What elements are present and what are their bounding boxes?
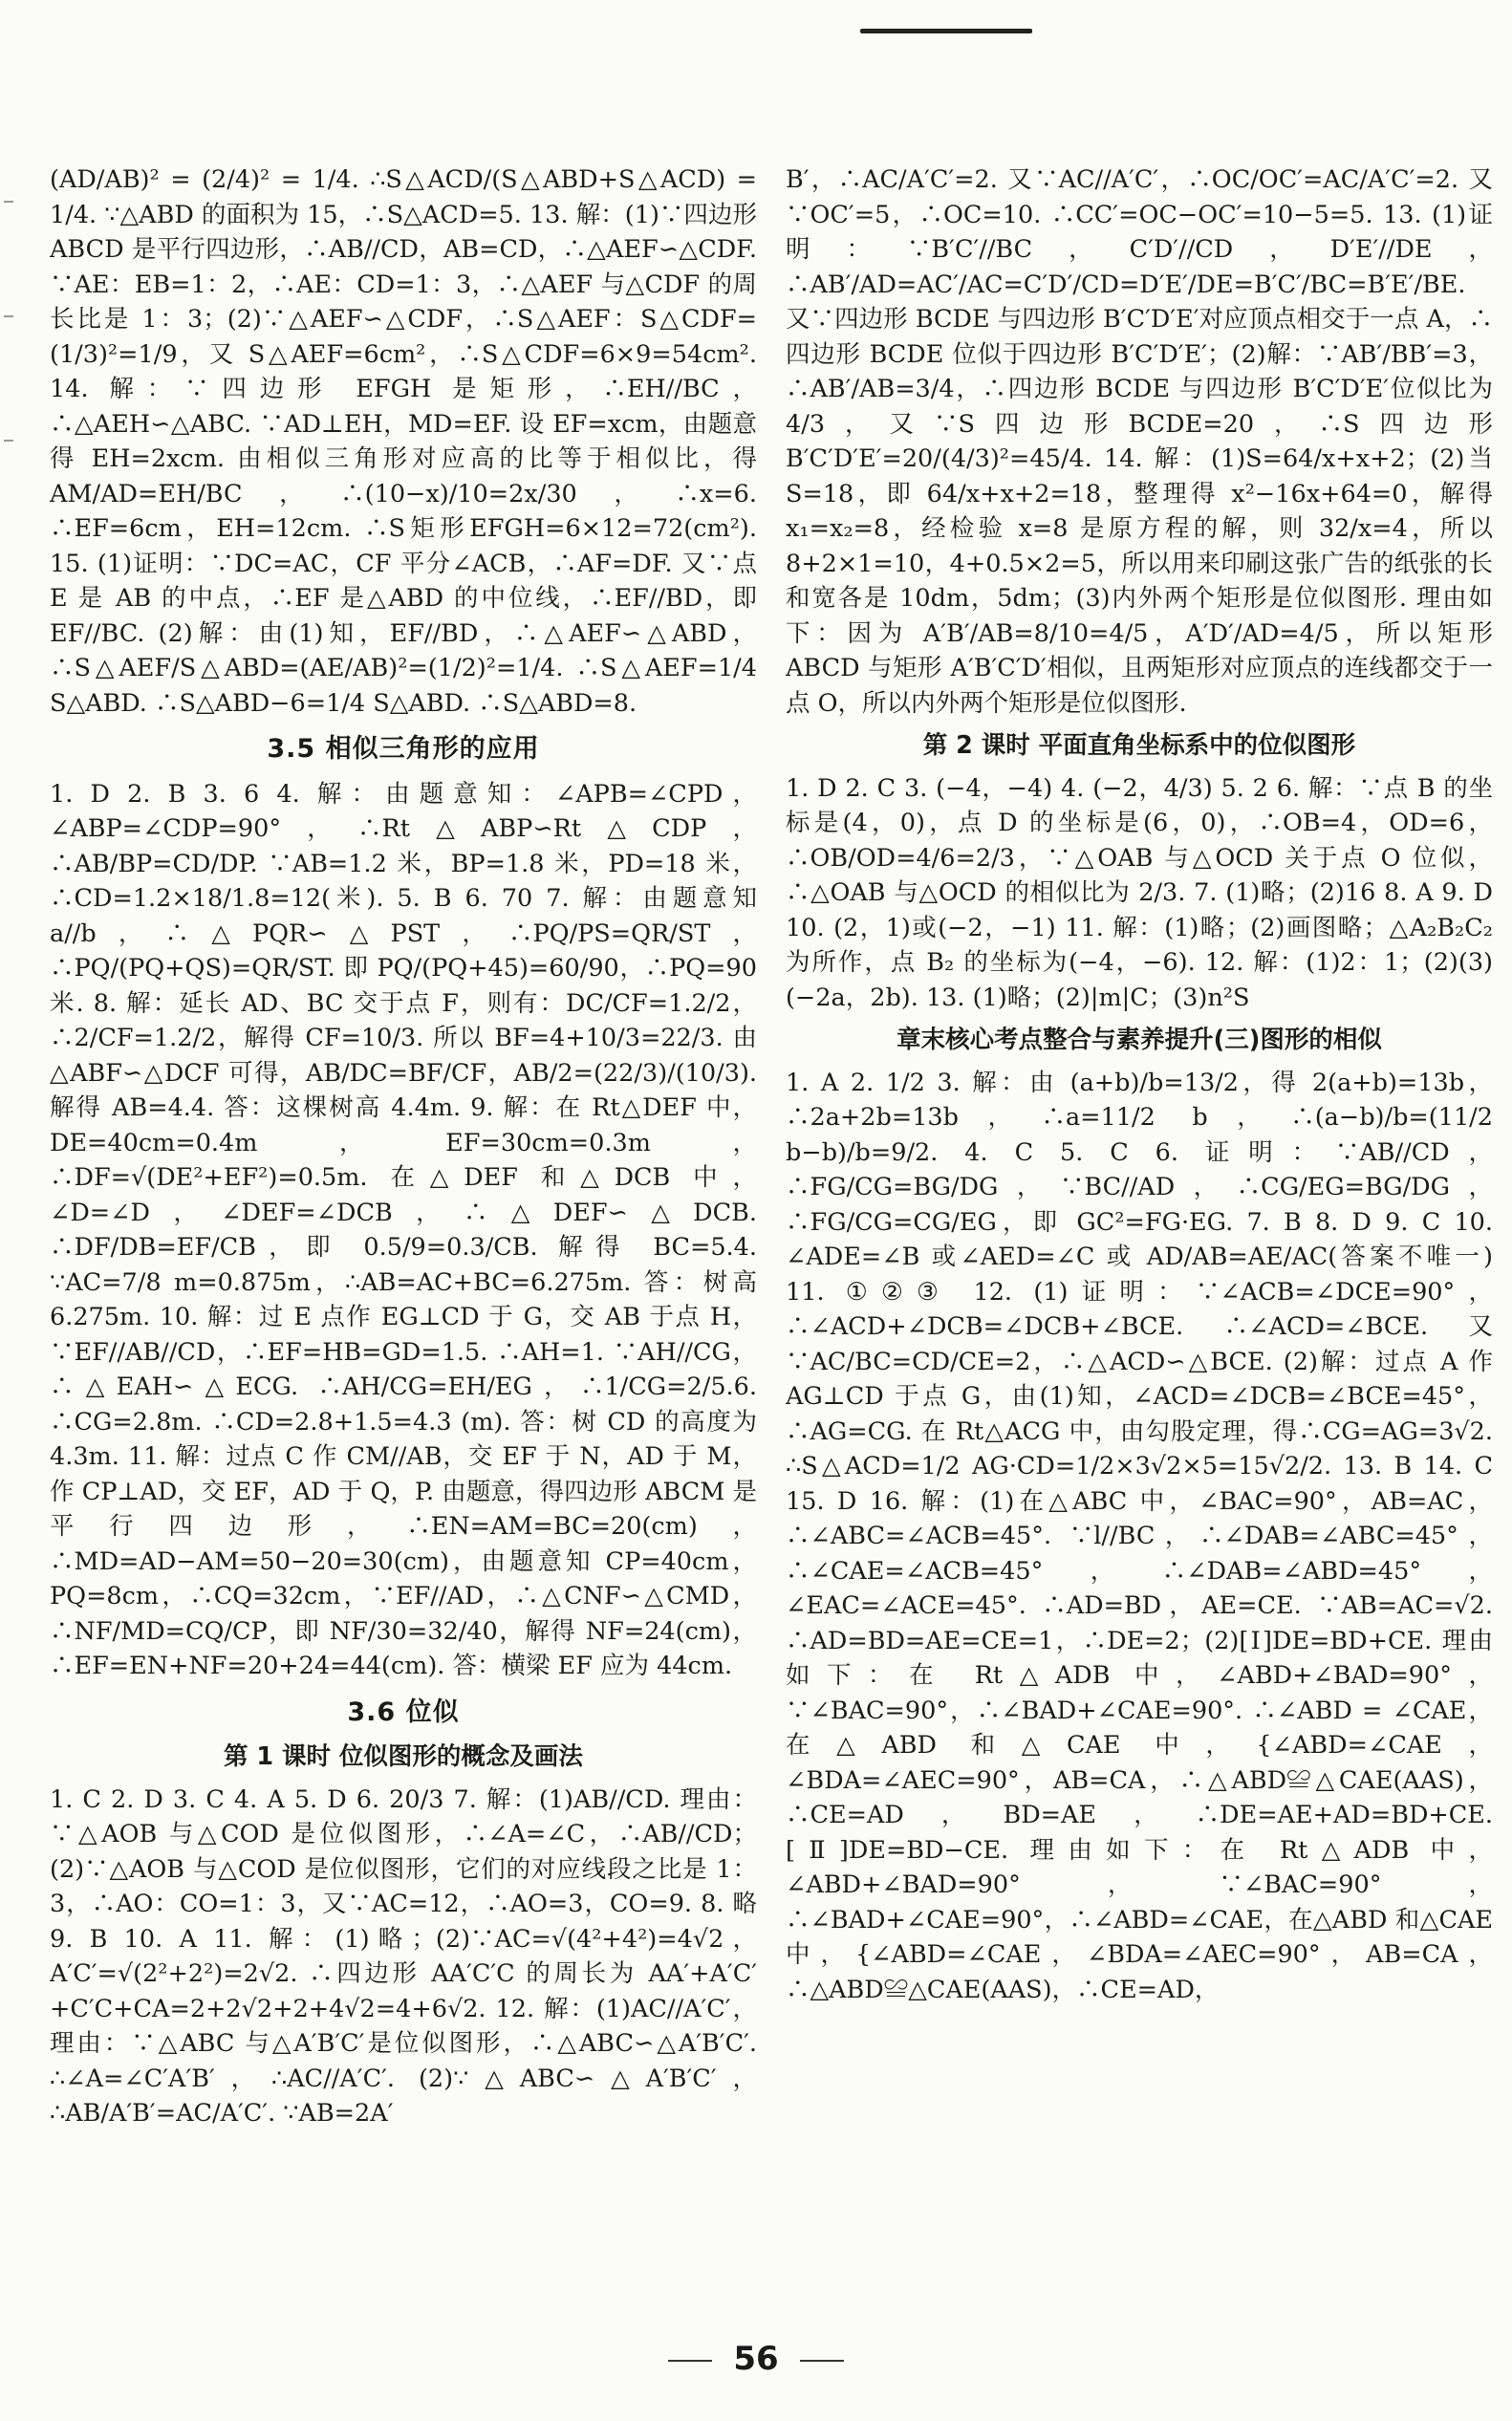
page-number-text: 56 bbox=[733, 2340, 779, 2378]
answer-paragraph: 1. D 2. B 3. 6 4. 解：由题意知：∠APB=∠CPD，∠ABP=∠CDP=90°，∴Rt△ABP∽Rt△CDP，∴AB/BP=CD/DP. ∵AB=1.2 米，BP=1.8 米，PD=18 米，∴CD=1.2×18/1.8=12(米). 5. B 6. 70 7. 解：由题意知 a//b，∴△PQR∽△PST，∴PQ/PS=QR/ST，∴PQ/(PQ+QS)=QR/ST. 即 PQ/(PQ+45)=60/90，∴PQ=90 米. 8. 解：延长 AD、BC 交于点 F，则有：DC/CF=1.2/2，∴2/CF=1.2/2，解得 CF=10/3. 所以 BF=4+10/3=22/3. 由△ABF∽△DCF 可得，AB/DC=BF/CF，AB/2=(22/3)/(10/3). 解得 AB=4.4. 答：这棵树高 4.4m. 9. 解：在 Rt△DEF 中，DE=40cm=0.4m，EF=30cm=0.3m，∴DF=√(DE²+EF²)=0.5m. 在△DEF 和△DCB 中，∠D=∠D，∠DEF=∠DCB，∴△DEF∽△DCB. ∴DF/DB=EF/CB，即 0.5/9=0.3/CB. 解得 BC=5.4. ∵AC=7/8 m=0.875m，∴AB=AC+BC=6.275m. 答：树高 6.275m. 10. 解：过 E 点作 EG⊥CD 于 G，交 AB 于点 H，∵EF//AB//CD，∴EF=HB=GD=1.5. ∴AH=1. ∵AH//CG，∴△EAH∽△ECG. ∴AH/CG=EH/EG，∴1/CG=2/5.6. ∴CG=2.8m. ∴CD=2.8+1.5=4.3 (m). 答：树 CD 的高度为 4.3m. 11. 解：过点 C 作 CM//AB，交 EF 于 N，AD 于 M，作 CP⊥AD，交 EF，AD 于 Q，P. 由题意，得四边形 ABCM 是平行四边形，∴EN=AM=BC=20(cm)，∴MD=AD−AM=50−20=30(cm)，由题意知 CP=40cm，PQ=8cm，∴CQ=32cm，∵EF//AD，∴△CNF∽△CMD，∴NF/MD=CQ/CP，即 NF/30=32/40，解得 NF=24(cm)，∴EF=EN+NF=20+24=44(cm). 答：横梁 EF 应为 44cm. bbox=[50, 779, 757, 1680]
answer-paragraph: 1. D 2. C 3. (−4，−4) 4. (−2，4/3) 5. 2 6. 解：∵点 B 的坐标是(4，0)，点 D 的坐标是(6，0)，∴OB=4，OD=6，∴OB/OD=4/6=2/3，∵△OAB 与△OCD 关于点 O 位似，∴△OAB 与△OCD 的相似比为 2/3. 7. (1)略；(2)16 8. A 9. D 10. (2，1)或(−2，−1) 11. 解：(1)略；(2)画图略；△A₂B₂C₂ 为所作，点 B₂ 的坐标为(−4，−6). 12. 解：(1)2：1；(2)(3)(−2a，2b). 13. (1)略；(2)|m|C；(3)n²S bbox=[786, 773, 1493, 1012]
answer-paragraph: (AD/AB)² = (2/4)² = 1/4. ∴S△ACD/(S△ABD+S△ACD) = 1/4. ∵△ABD 的面积为 15，∴S△ACD=5. 13. 解：(1)∵四边形 ABCD 是平行四边形，∴AB//CD，AB=CD，∴△AEF∽△CDF. ∵AE：EB=1：2，∴AE：CD=1：3，∴△AEF 与△CDF 的周长比是 1：3；(2)∵△AEF∽△CDF，∴S△AEF：S△CDF=(1/3)²=1/9，又 S△AEF=6cm²，∴S△CDF=6×9=54cm². 14. 解：∵四边形 EFGH 是矩形，∴EH//BC，∴△AEH∽△ABC. ∵AD⊥EH，MD=EF. 设 EF=xcm，由题意得 EH=2xcm. 由相似三角形对应高的比等于相似比，得 AM/AD=EH/BC，∴(10−x)/10=2x/30，∴x=6. ∴EF=6cm，EH=12cm. ∴S矩形EFGH=6×12=72(cm²). 15. (1)证明：∵DC=AC，CF 平分∠ACB，∴AF=DF. 又∵点 E 是 AB 的中点，∴EF 是△ABD 的中位线，∴EF//BD，即 EF//BC. (2)解：由(1)知，EF//BD，∴△AEF∽△ABD，∴S△AEF/S△ABD=(AE/AB)²=(1/2)²=1/4. ∴S△AEF=1/4 S△ABD. ∴S△ABD−6=1/4 S△ABD. ∴S△ABD=8. bbox=[50, 165, 757, 718]
margin-mark bbox=[4, 440, 13, 442]
top-rule bbox=[860, 29, 1032, 33]
dash-right bbox=[800, 2360, 844, 2362]
left-column bbox=[50, 162, 757, 2316]
dash-left bbox=[668, 2360, 712, 2362]
answer-paragraph: B′，∴AC/A′C′=2. 又∵AC//A′C′，∴OC/OC′=AC/A′C′=2. 又∵OC′=5，∴OC=10. ∴CC′=OC−OC′=10−5=5. 13. (1)证明：∵B′C′//BC，C′D′//CD，D′E′//DE，∴AB′/AD=AC′/AC=C′D′/CD=D′E′/DE=B′C′/BC=B′E′/BE. 又∵四边形 BCDE 与四边形 B′C′D′E′对应顶点相交于一点 A，∴四边形 BCDE 位似于四边形 B′C′D′E′；(2)解：∵AB′/BB′=3，∴AB′/AB=3/4，∴四边形 BCDE 与四边形 B′C′D′E′位似比为 4/3，又∵S四边形BCDE=20，∴S四边形B′C′D′E′=20/(4/3)²=45/4. 14. 解：(1)S=64/x+x+2；(2)当 S=18，即 64/x+x+2=18，整理得 x²−16x+64=0，解得 x₁=x₂=8，经检验 x=8 是原方程的解，则 32/x=4，所以 8+2×1=10，4+0.5×2=5，所以用来印刷这张广告的纸张的长和宽各是 10dm，5dm；(3)内外两个矩形是位似图形. 理由如下：因为 A′B′/AB=8/10=4/5，A′D′/AD=4/5，所以矩形 ABCD 与矩形 A′B′C′D′相似，且两矩形对应顶点的连线都交于一点 O，所以内外两个矩形是位似图形. bbox=[786, 165, 1493, 718]
answer-paragraph: 1. C 2. D 3. C 4. A 5. D 6. 20/3 7. 解：(1)AB//CD. 理由：∵△AOB 与△COD 是位似图形，∴∠A=∠C，∴AB//CD；(2)∵△AOB 与△COD 是位似图形，它们的对应线段之比是 1：3，∴AO：CO=1：3，又∵AC=12，∴AO=3，CO=9. 8. 略 9. B 10. A 11. 解：(1)略；(2)∵AC=√(4²+4²)=4√2，A′C′=√(2²+2²)=2√2. ∴四边形 AA′C′C 的周长为 AA′+A′C′+C′C+CA=2+2√2+2+4√2=4+6√2. 12. 解：(1)AC//A′C′，理由：∵△ABC 与△A′B′C′是位似图形，∴△ABC∽△A′B′C′. ∴∠A=∠C′A′B′，∴AC//A′C′. (2)∵△ABC∽△A′B′C′，∴AB/A′B′=AC/A′C′. ∵AB=2A′ bbox=[50, 1784, 757, 2128]
answer-paragraph: 1. A 2. 1/2 3. 解：由 (a+b)/b=13/2，得 2(a+b)=13b，∴2a+2b=13b，∴a=11/2 b，∴(a−b)/b=(11/2 b−b)/b=9/2. 4. C 5. C 6. 证明：∵AB//CD，∴FG/CG=BG/DG，∵BC//AD，∴CG/EG=BG/DG，∴FG/CG=CG/EG，即 GC²=FG·EG. 7. B 8. D 9. C 10. ∠ADE=∠B 或∠AED=∠C 或 AD/AB=AE/AC(答案不唯一) 11. ①②③ 12. (1)证明：∵∠ACB=∠DCE=90°，∴∠ACD+∠DCB=∠DCB+∠BCE. ∴∠ACD=∠BCE. 又∵AC/BC=CD/CE=2，∴△ACD∽△BCE. (2)解：过点 A 作 AG⊥CD 于点 G，由(1)知，∠ACD=∠DCB=∠BCE=45°，∴AG=CG. 在 Rt△ACG 中，由勾股定理，得∴CG=AG=3√2. ∴S△ACD=1/2 AG·CD=1/2×3√2×5=15√2/2. 13. B 14. C 15. D 16. 解：(1)在△ABC 中，∠BAC=90°，AB=AC，∴∠ABC=∠ACB=45°. ∵l//BC，∴∠DAB=∠ABC=45°，∴∠CAE=∠ACB=45°，∴∠DAB=∠ABD=45°，∠EAC=∠ACE=45°. ∴AD=BD，AE=CE. ∵AB=AC=√2. ∴AD=BD=AE=CE=1，∴DE=2；(2)[Ⅰ]DE=BD+CE. 理由如下：在 Rt△ADB 中，∠ABD+∠BAD=90°，∵∠BAC=90°，∴∠BAD+∠CAE=90°. ∴∠ABD = ∠CAE，在△ABD 和△CAE 中，{∠ABD=∠CAE，∠BDA=∠AEC=90°，AB=CA，∴△ABD≌△CAE(AAS)，∴CE=AD，BD=AE，∴DE=AE+AD=BD+CE. [Ⅱ]DE=BD−CE. 理由如下：在 Rt△ADB 中，∠ABD+∠BAD=90°，∵∠BAC=90°，∴∠BAD+∠CAE=90°，∴∠ABD=∠CAE，在△ABD 和△CAE 中，{∠ABD=∠CAE，∠BDA=∠AEC=90°，AB=CA，∴△ABD≌△CAE(AAS)，∴CE=AD， bbox=[786, 1068, 1493, 2004]
right-column bbox=[786, 162, 1493, 2316]
page-number bbox=[0, 2340, 1512, 2378]
margin-mark bbox=[4, 315, 13, 317]
margin-mark bbox=[4, 201, 13, 203]
section-heading: 3.6 位似 bbox=[347, 1697, 460, 1727]
section-heading: 第 2 课时 平面直角坐标系中的位似图形 bbox=[922, 731, 1356, 760]
section-heading: 3.5 相似三角形的应用 bbox=[267, 734, 540, 764]
section-heading: 章末核心考点整合与素养提升(三)图形的相似 bbox=[896, 1026, 1382, 1054]
section-heading: 第 1 课时 位似图形的概念及画法 bbox=[224, 1742, 583, 1771]
